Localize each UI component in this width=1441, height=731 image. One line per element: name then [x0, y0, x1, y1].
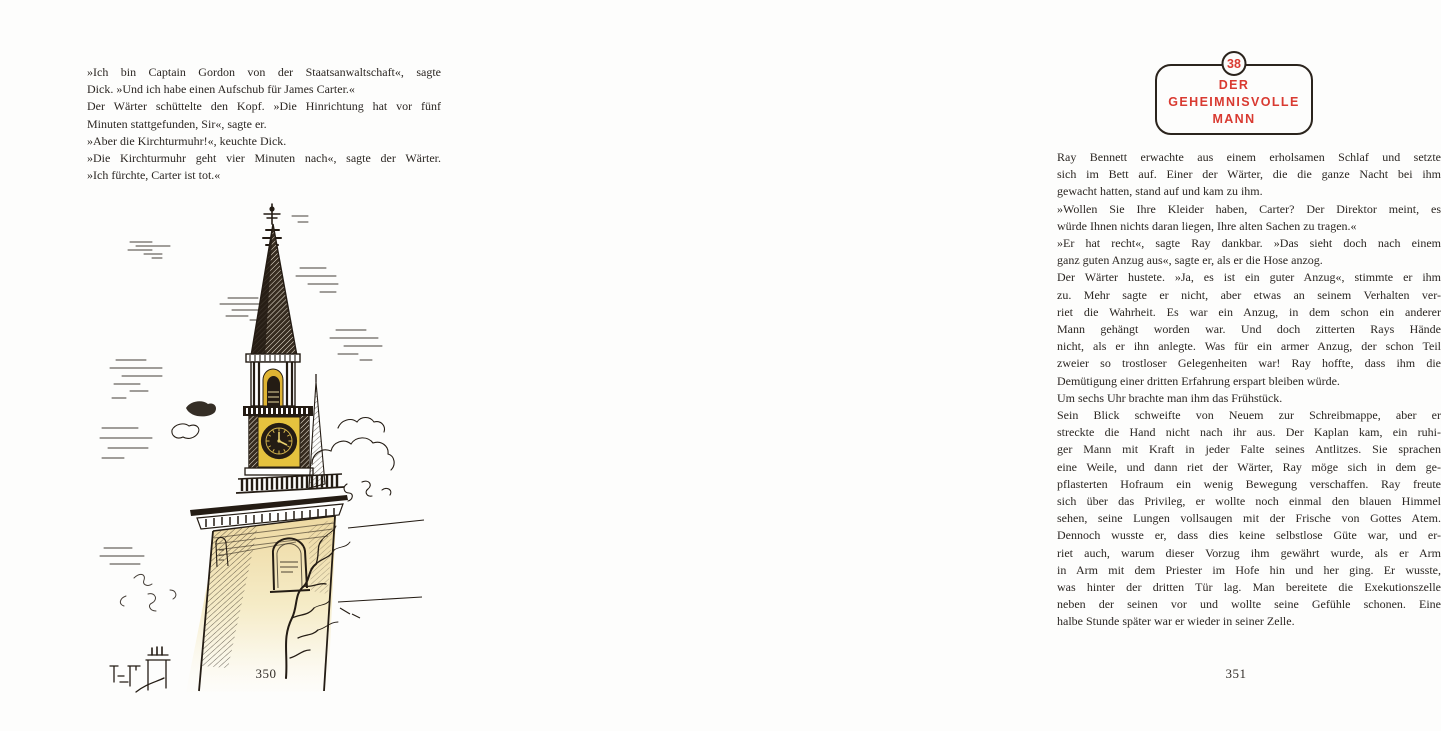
text-line: riet auch, warum dieser Vorzug ihm gewährt wurde, als er Arm — [1057, 545, 1441, 560]
text-line: »Aber die Kirchturmuhr!«, keuchte Dick. — [87, 133, 287, 148]
text-line: nicht, als er ihn anlegte. Was für ein armer Anzug, der schon Teil — [1057, 339, 1441, 354]
text-line: ganz guten Anzug aus«, sagte er, als er die Hose anzog. — [1057, 253, 1323, 268]
text-line: in Arm mit dem Priester im Hofe hin und her ging. Er wusste, — [1057, 562, 1441, 577]
chapter-number: 38 — [1227, 56, 1241, 71]
text-line: Um sechs Uhr brachte man ihm das Frühstück. — [1057, 390, 1283, 405]
text-line: »Ich fürchte, Carter ist tot.« — [87, 168, 221, 183]
text-line: sich im Bett auf. Einer der Wärter, die die ganze Nacht bei ihm — [1057, 167, 1441, 182]
chapter-badge — [1155, 56, 1313, 135]
text-line: ger Mann mit Kraft in jeder Falte seines Antlitzes. Sie sprachen — [1057, 442, 1441, 457]
chapter-number-badge — [1222, 51, 1247, 76]
text-line: Dick. »Und ich habe einen Aufschub für James Carter.« — [87, 82, 355, 97]
text-line: »Er hat recht«, sagte Ray dankbar. »Das sieht doch nach einem — [1057, 236, 1441, 251]
text-line: »Wollen Sie Ihre Kleider haben, Carter? Der Direktor meint, es — [1057, 201, 1441, 216]
text-line: was hinter der dritten Tür lag. Man bereitete die Exekutionszelle — [1057, 580, 1441, 595]
chapter-title-line: DER — [1218, 78, 1250, 92]
page-left — [0, 0, 500, 731]
text-line: »Die Kirchturmuhr geht vier Minuten nach«, sagte der Wärter. — [87, 151, 441, 166]
text-line: eine Weile, und dann riet der Wärter, Ray möge sich in dem ge- — [1057, 459, 1441, 474]
text-line: Der Wärter hustete. »Ja, es ist ein guter Anzug«, stimmte er ihm — [1057, 270, 1441, 285]
left-page-text — [87, 64, 441, 184]
text-line: zweier so trostloser Gelegenheiten war! Ray hoffte, dass ihm die — [1057, 356, 1441, 371]
text-line: neben der seinen vor und wollte seine Gefühle schonen. Eine — [1057, 597, 1441, 612]
chapter-title-line: GEHEIMNISVOLLE — [1168, 95, 1300, 109]
right-page-text — [1057, 149, 1441, 631]
text-line: sich über das Privileg, er wollte noch einmal den blauen Himmel — [1057, 494, 1441, 509]
text-line: Minuten stattgefunden, Sir«, sagte er. — [87, 116, 267, 131]
text-line: Mann gehängt worden war. Und doch zitterten Rays Hände — [1057, 322, 1441, 337]
page-right — [500, 0, 1441, 731]
text-line: Dennoch wusste er, dass dies keine selbstlose Güte war, und er- — [1057, 528, 1441, 543]
page-number-right: 351 — [1225, 666, 1247, 681]
chapter-title-line: MANN — [1212, 112, 1256, 126]
text-line: Sein Blick schweifte von Neuem zur Schreibmappe, aber er — [1057, 408, 1441, 423]
text-line: Ray Bennett erwachte aus einem erholsamen Schlaf und setzte — [1057, 150, 1441, 164]
church-tower-illustration — [100, 198, 460, 693]
text-line: pflasterten Hofraum ein wenig Bewegung verschaffen. Ray freute — [1057, 476, 1441, 491]
text-line: sehen, seine Lungen vollsaugen mit der Frische von Gottes Atem. — [1057, 511, 1441, 526]
text-line: »Ich bin Captain Gordon von der Staatsanwaltschaft«, sagte — [87, 65, 441, 79]
text-line: würde Ihnen nichts daran liegen, Ihre alten Sachen zu tragen.« — [1057, 218, 1357, 233]
text-line: riet die Wahrheit. Es war ein Anzug, in dem schon ein anderer — [1057, 304, 1441, 319]
text-line: halbe Stunde später war er wieder in seiner Zelle. — [1057, 614, 1295, 629]
text-line: Demütigung einer dritten Erfahrung erspart bleiben würde. — [1057, 373, 1340, 388]
text-line: zu. Mehr sagte er nicht, aber etwas an seinem Verhalten ver- — [1057, 287, 1441, 302]
text-line: streckte die Hand nicht nach ihr aus. Der Kaplan kam, ein ruhi- — [1057, 425, 1441, 440]
page-number-left: 350 — [255, 666, 277, 681]
text-line: gewacht hatten, stand auf und kam zu ihm. — [1057, 184, 1263, 199]
chapter-title — [1157, 77, 1311, 128]
text-line: Der Wärter schüttelte den Kopf. »Die Hinrichtung hat vor fünf — [87, 99, 441, 114]
